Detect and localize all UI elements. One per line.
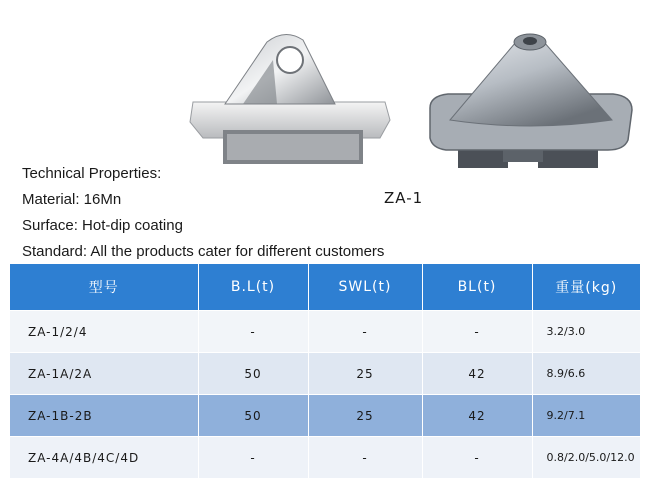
header-breaking-load: B.L(t): [198, 264, 308, 311]
properties-heading: Technical Properties:: [22, 165, 162, 182]
header-swl: SWL(t): [308, 264, 422, 311]
product-photo-eye-plate: [185, 30, 395, 170]
cell-model: ZA-4A/4B/4C/4D: [10, 437, 198, 479]
cell-swl: -: [308, 311, 422, 353]
spec-table: [10, 264, 640, 478]
surface-text: Surface: Hot-dip coating: [22, 217, 183, 234]
cell-bl: -: [422, 437, 532, 479]
cell-bl: 42: [422, 353, 532, 395]
cell-breaking-load: -: [198, 437, 308, 479]
header-model: 型号: [10, 264, 198, 311]
table-header-row: [10, 264, 640, 311]
cell-swl: 25: [308, 395, 422, 437]
standard-text: Standard: All the products cater for different customers: [22, 243, 385, 260]
cell-model: ZA-1B-2B: [10, 395, 198, 437]
cell-weight: 0.8/2.0/5.0/12.0: [532, 437, 640, 479]
product-photo-za-1: [418, 30, 643, 180]
cell-breaking-load: 50: [198, 353, 308, 395]
cell-bl: -: [422, 311, 532, 353]
table-row: [10, 395, 640, 437]
cell-weight: 8.9/6.6: [532, 353, 640, 395]
cell-model: ZA-1A/2A: [10, 353, 198, 395]
technical-properties: [22, 161, 384, 265]
table-row: [10, 353, 640, 395]
cell-breaking-load: 50: [198, 395, 308, 437]
cell-bl: 42: [422, 395, 532, 437]
cell-weight: 9.2/7.1: [532, 395, 640, 437]
cell-swl: 25: [308, 353, 422, 395]
table-row: [10, 311, 640, 353]
material-text: Material: 16Mn: [22, 191, 122, 208]
cell-swl: -: [308, 437, 422, 479]
cell-model: ZA-1/2/4: [10, 311, 198, 353]
cell-breaking-load: -: [198, 311, 308, 353]
table-row: [10, 437, 640, 479]
header-bl: BL(t): [422, 264, 532, 311]
header-weight: 重量(kg): [532, 264, 640, 311]
cell-weight: 3.2/3.0: [532, 311, 640, 353]
model-label: ZA-1: [384, 189, 424, 207]
